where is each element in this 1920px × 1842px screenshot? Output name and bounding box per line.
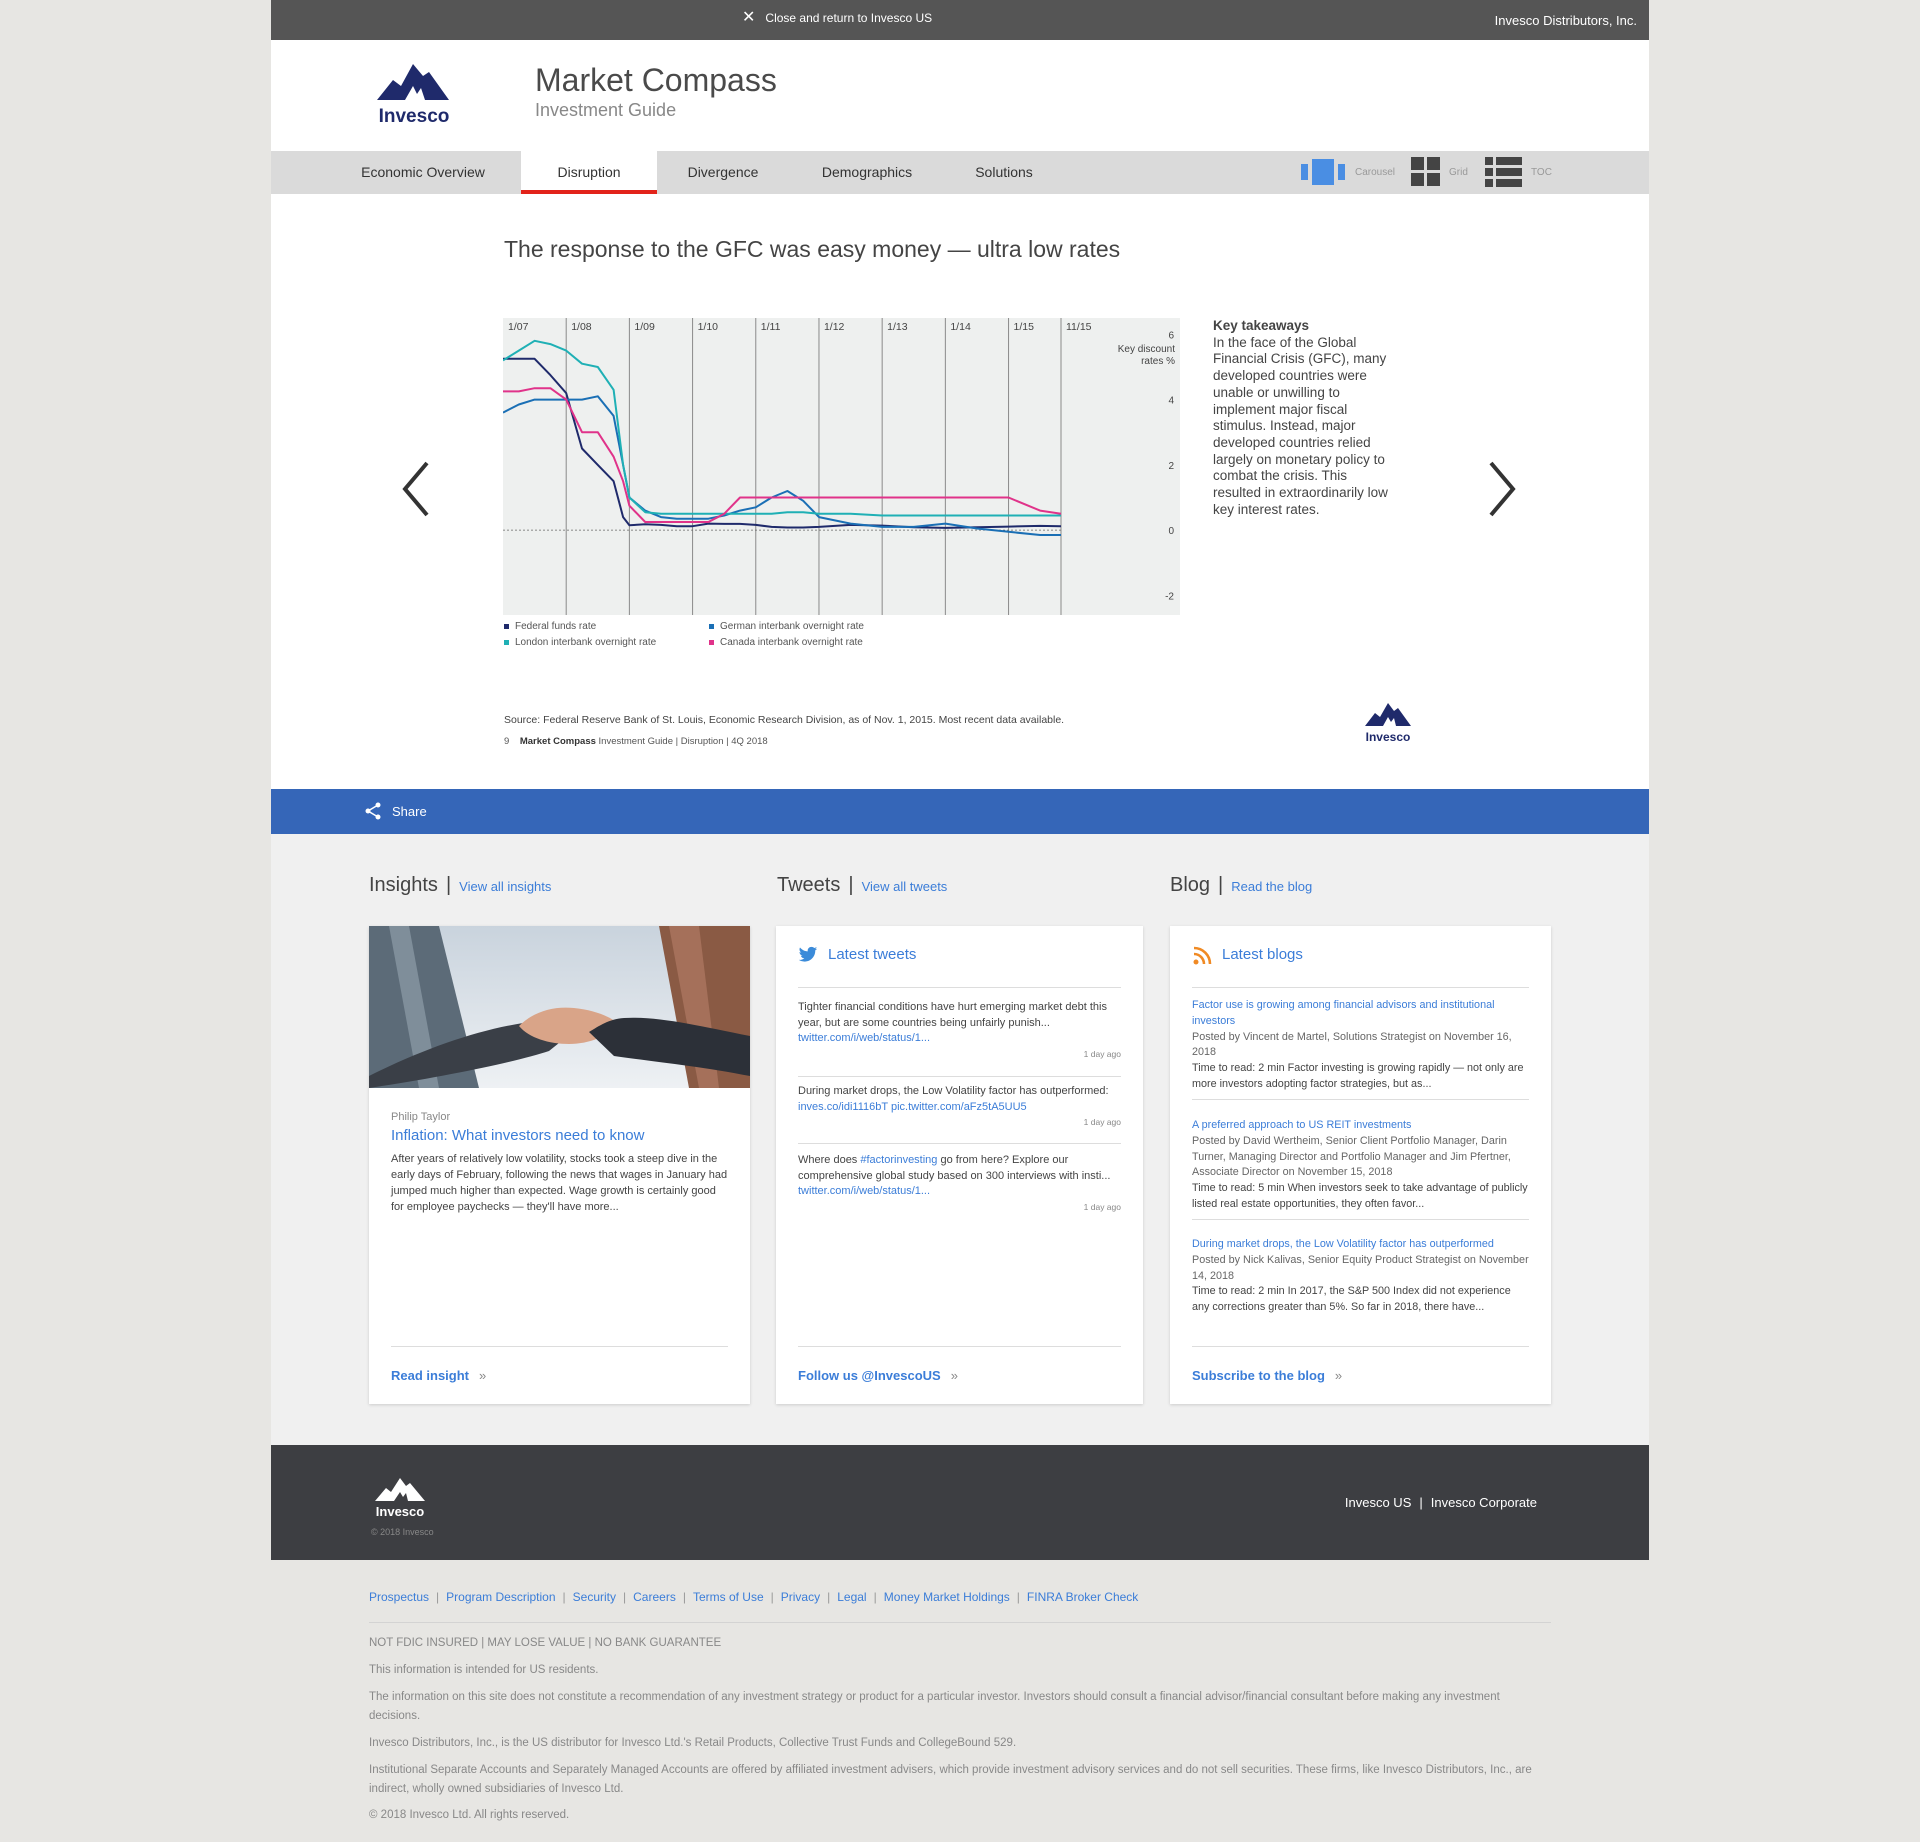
key-takeaways xyxy=(1213,318,1393,518)
section-nav xyxy=(271,151,1649,194)
invesco-logo[interactable] xyxy=(371,60,457,130)
subscribe-blog-link[interactable] xyxy=(1192,1346,1529,1404)
link-separator: | xyxy=(562,1590,566,1604)
footer-brand: Market Compass xyxy=(519,736,596,747)
x-tick-label: 1/13 xyxy=(887,321,908,333)
chart-background xyxy=(503,318,1180,615)
view-grid[interactable] xyxy=(1411,157,1468,187)
view-all-tweets-link[interactable]: View all tweets xyxy=(861,879,948,894)
footer-invesco-logo[interactable] xyxy=(371,1475,429,1521)
x-tick-label: 1/09 xyxy=(634,321,655,333)
security-link[interactable]: Security xyxy=(572,1590,617,1604)
insights-heading xyxy=(369,874,551,897)
y-tick-label: 4 xyxy=(1168,395,1174,407)
blog-item xyxy=(1192,998,1529,1100)
footer-rest: Investment Guide | Disruption | 4Q 2018 xyxy=(598,736,768,747)
blog-card-title: Latest blogs xyxy=(1222,946,1303,963)
privacy-link[interactable]: Privacy xyxy=(780,1590,821,1604)
legend-swatch xyxy=(504,624,509,629)
institutional-notice: Institutional Separate Accounts and Separately Managed Accounts are offered by affiliated investment advisers, which provide investment advisory services and do not sell securities. These firms, like Invesco Distributors, Inc., are indirect, wholly owned subsidiaries of Invesco Ltd. xyxy=(369,1764,1532,1795)
y-axis-label: rates % xyxy=(1141,356,1175,367)
tweet-time: 1 day ago xyxy=(1083,1117,1121,1127)
read-the-blog-link[interactable]: Read the blog xyxy=(1231,879,1313,894)
link-separator: | xyxy=(873,1590,877,1604)
y-axis-label: Key discount xyxy=(1117,344,1175,355)
finra-broker-check-link[interactable]: FINRA Broker Check xyxy=(1026,1590,1139,1604)
subscribe-blog-label: Subscribe to the blog xyxy=(1192,1368,1325,1383)
site-header xyxy=(271,40,1649,151)
grid-icon xyxy=(1411,157,1441,187)
x-tick-label: 1/14 xyxy=(950,321,971,333)
slide-invesco-logo xyxy=(1361,700,1415,746)
footer-links xyxy=(1345,1495,1537,1510)
tweet-text: Tighter financial conditions have hurt emerging market debt this year, but are some countries being unfairly punish... xyxy=(798,1001,1107,1029)
blog-meta: Posted by Vincent de Martel, Solutions Strategist on November 16, 2018 xyxy=(1192,1030,1512,1059)
tweets-heading xyxy=(777,874,947,897)
rss-icon xyxy=(1192,946,1212,966)
invesco-corporate-link[interactable]: Invesco Corporate xyxy=(1430,1495,1537,1510)
close-return-label: Close and return to Invesco US xyxy=(765,11,933,25)
page-subtitle: Investment Guide xyxy=(535,100,677,120)
y-tick-label: 0 xyxy=(1168,526,1174,538)
divider xyxy=(369,1622,1551,1623)
tweet-link[interactable]: twitter.com/i/web/status/1... xyxy=(798,1185,931,1197)
chart-source: Source: Federal Reserve Bank of St. Louis, Economic Research Division, as of Nov. 1, 2015. Most recent data available. xyxy=(504,714,1065,726)
insight-title-link[interactable]: Inflation: What investors need to know xyxy=(391,1127,645,1144)
link-separator: | xyxy=(1419,1495,1423,1510)
link-separator: | xyxy=(436,1590,440,1604)
link-separator: | xyxy=(827,1590,831,1604)
share-bar xyxy=(271,789,1649,834)
tweets-card xyxy=(776,926,1143,1404)
content-cards xyxy=(271,834,1649,1445)
legend-label: Canada interbank overnight rate xyxy=(720,637,863,648)
tab-disruption[interactable]: Disruption xyxy=(521,151,657,194)
tweet-link[interactable]: twitter.com/i/web/status/1... xyxy=(798,1032,931,1044)
heading-separator: | xyxy=(848,874,854,896)
share-button[interactable] xyxy=(364,802,427,820)
top-bar xyxy=(271,0,1649,40)
legend-item-federal-funds xyxy=(504,621,596,632)
us-residents-notice: This information is intended for US residents. xyxy=(369,1664,599,1676)
terms-of-use-link[interactable]: Terms of Use xyxy=(692,1590,764,1604)
blog-item xyxy=(1192,1237,1529,1322)
page-title: Market Compass xyxy=(535,62,777,98)
legend-label: Federal funds rate xyxy=(515,621,597,632)
view-grid-label: Grid xyxy=(1449,166,1468,178)
tweet-text: During market drops, the Low Volatility factor has outperformed: xyxy=(798,1085,1109,1097)
read-insight-link[interactable] xyxy=(391,1346,728,1404)
legend-swatch xyxy=(504,640,509,645)
previous-slide-arrow[interactable] xyxy=(399,459,439,519)
x-tick-label: 1/11 xyxy=(760,321,781,333)
logo-text: Invesco xyxy=(378,106,450,127)
blog-meta: Posted by David Wertheim, Senior Client Portfolio Manager, Darin Turner, Managing Director and Portfolio Manager and Jim Pfertner, Associate Director on November 15, 2018 xyxy=(1192,1134,1511,1179)
view-toc-label: TOC xyxy=(1531,166,1552,178)
footer-copyright: © 2018 Invesco xyxy=(371,1527,434,1537)
tweet-link[interactable]: inves.co/idi1116bT pic.twitter.com/aFz5tA5UU5 xyxy=(798,1100,1027,1113)
x-tick-label: 1/07 xyxy=(508,321,529,333)
legend-label: German interbank overnight rate xyxy=(720,621,864,632)
view-toc[interactable] xyxy=(1485,157,1552,187)
link-separator: | xyxy=(1016,1590,1020,1604)
double-chevron-icon: » xyxy=(950,1368,958,1383)
tweet-time: 1 day ago xyxy=(1083,1201,1121,1212)
key-takeaways-title: Key takeaways xyxy=(1213,318,1310,333)
distributor-name: Invesco Distributors, Inc. xyxy=(1494,13,1637,28)
blog-card-header xyxy=(1192,946,1529,988)
blog-card xyxy=(1170,926,1551,1404)
tweet-time: 1 day ago xyxy=(1083,1048,1121,1059)
legal-link[interactable]: Legal xyxy=(837,1590,867,1604)
insight-card xyxy=(369,926,750,1404)
distributor-notice: Invesco Distributors, Inc., is the US distributor for Invesco Ltd.'s Retail Products, Collective Trust Funds and CollegeBound 529. xyxy=(369,1737,1017,1749)
heading-separator: | xyxy=(445,874,452,896)
slide-footer xyxy=(504,736,768,747)
share-label: Share xyxy=(392,803,427,819)
link-separator: | xyxy=(770,1590,774,1604)
tab-economic-overview[interactable]: Economic Overview xyxy=(361,164,485,180)
site-footer xyxy=(271,1445,1649,1560)
blog-excerpt: Time to read: 2 min Factor investing is growing rapidly — not only are more investors adopting factor strategies, but as... xyxy=(1192,1062,1524,1090)
list-icon xyxy=(1485,157,1523,187)
page-number: 9 xyxy=(504,736,510,747)
y-tick-label: 6 xyxy=(1168,330,1174,342)
logo-text: Invesco xyxy=(1365,730,1411,744)
double-chevron-icon: » xyxy=(479,1368,487,1383)
invesco-us-link[interactable]: Invesco US xyxy=(1344,1495,1412,1510)
rates-chart-svg xyxy=(503,318,1180,615)
blog-meta: Posted by Nick Kalivas, Senior Equity Product Strategist on November 14, 2018 xyxy=(1192,1253,1529,1282)
next-slide-arrow[interactable] xyxy=(1479,459,1519,519)
legend-label: London interbank overnight rate xyxy=(515,637,657,648)
blog-title-link[interactable]: A preferred approach to US REIT investments xyxy=(1192,1119,1412,1131)
tab-divergence[interactable]: Divergence xyxy=(687,164,759,180)
rates-chart xyxy=(503,318,1180,615)
tab-solutions[interactable]: Solutions xyxy=(975,164,1033,180)
blog-item xyxy=(1192,1118,1529,1220)
careers-link[interactable]: Careers xyxy=(633,1590,676,1604)
handshake-image xyxy=(369,926,750,1088)
link-separator: | xyxy=(623,1590,627,1604)
blog-title-link[interactable]: Factor use is growing among financial advisors and institutional investors xyxy=(1192,999,1495,1027)
x-tick-label: 11/15 xyxy=(1066,321,1092,333)
insight-excerpt: After years of relatively low volatility, stocks took a steep dive in the early days of February, following the news that wages in January had jumped much higher than expected. Wage growth is certainly good for employee paychecks — they'll have more... xyxy=(391,1153,728,1213)
follow-us-label: Follow us @InvescoUS xyxy=(798,1368,941,1383)
slide-panel xyxy=(271,194,1649,789)
share-icon xyxy=(364,802,382,820)
prospectus-link[interactable]: Prospectus xyxy=(369,1590,430,1604)
blog-title: Blog xyxy=(1170,874,1211,896)
legend-item-london xyxy=(504,637,656,648)
close-icon: ✕ xyxy=(742,9,756,26)
insight-author: Philip Taylor xyxy=(391,1111,451,1123)
heading-separator: | xyxy=(1218,874,1224,896)
legend-item-canada xyxy=(709,637,863,648)
blog-title-link[interactable]: During market drops, the Low Volatility factor has outperformed xyxy=(1192,1238,1494,1250)
view-all-insights-link[interactable]: View all insights xyxy=(459,879,552,894)
blog-excerpt: Time to read: 2 min In 2017, the S&P 500 Index did not experience any corrections greater than 5%. So far in 2018, there have... xyxy=(1192,1285,1511,1314)
tweet-text: go from here? Explore our comprehensive global study based on 300 interviews with insti... xyxy=(798,1154,1111,1182)
y-tick-label: 2 xyxy=(1168,460,1174,472)
link-separator: | xyxy=(682,1590,686,1604)
read-insight-label: Read insight xyxy=(391,1368,470,1383)
rights-notice: © 2018 Invesco Ltd. All rights reserved. xyxy=(369,1809,570,1821)
program-description-link[interactable]: Program Description xyxy=(446,1590,556,1604)
legend-item-german xyxy=(709,621,864,632)
x-tick-label: 1/12 xyxy=(823,321,845,333)
tweet-item xyxy=(798,1078,1121,1144)
tweet-pre: Where does xyxy=(798,1154,858,1166)
investment-disclaimer: The information on this site does not constitute a recommendation of any investment strategy or product for a particular investor. Investors should consult a financial advisor/financial consultant before making any investment decisions. xyxy=(369,1691,1500,1722)
view-carousel-label: Carousel xyxy=(1355,166,1396,178)
tweet-hashtag-link[interactable]: #factorinvesting xyxy=(860,1154,938,1166)
twitter-bird-icon xyxy=(798,946,818,964)
insights-title: Insights xyxy=(369,874,438,896)
blog-excerpt: Time to read: 5 min When investors seek to take advantage of publicly listed real estate opportunities, they often favor... xyxy=(1192,1182,1528,1210)
view-carousel[interactable] xyxy=(1301,157,1395,187)
slide-headline: The response to the GFC was easy money — ultra low rates xyxy=(504,236,1121,262)
legend-swatch xyxy=(709,640,714,645)
tweet-item xyxy=(798,1000,1121,1077)
money-market-holdings-link[interactable]: Money Market Holdings xyxy=(883,1590,1010,1604)
carousel-icon xyxy=(1301,157,1347,187)
follow-us-link[interactable] xyxy=(798,1346,1121,1404)
tweets-card-header xyxy=(798,946,1121,988)
y-tick-label: -2 xyxy=(1165,591,1174,603)
x-tick-label: 1/15 xyxy=(1013,321,1034,333)
close-return-link[interactable] xyxy=(742,11,932,25)
legal-links xyxy=(369,1590,1138,1604)
x-tick-label: 1/10 xyxy=(697,321,719,333)
tab-demographics[interactable]: Demographics xyxy=(821,164,913,180)
double-chevron-icon: » xyxy=(1334,1368,1343,1383)
tweets-title: Tweets xyxy=(777,874,841,896)
tweets-card-title: Latest tweets xyxy=(828,946,917,963)
legend-swatch xyxy=(709,624,714,629)
tweet-item xyxy=(798,1145,1121,1215)
logo-text: Invesco xyxy=(375,1504,425,1519)
key-takeaways-body: In the face of the Global Financial Crisis (GFC), many developed countries were unable or unwilling to implement major fiscal stimulus. Instead, major developed countries relied largely on monetary policy to combat the crisis. This resulted in extraordinarily low key interest rates. xyxy=(1213,334,1388,517)
blog-heading xyxy=(1170,874,1312,897)
fdic-notice: NOT FDIC INSURED | MAY LOSE VALUE | NO BANK GUARANTEE xyxy=(369,1637,722,1649)
x-tick-label: 1/08 xyxy=(571,321,592,333)
